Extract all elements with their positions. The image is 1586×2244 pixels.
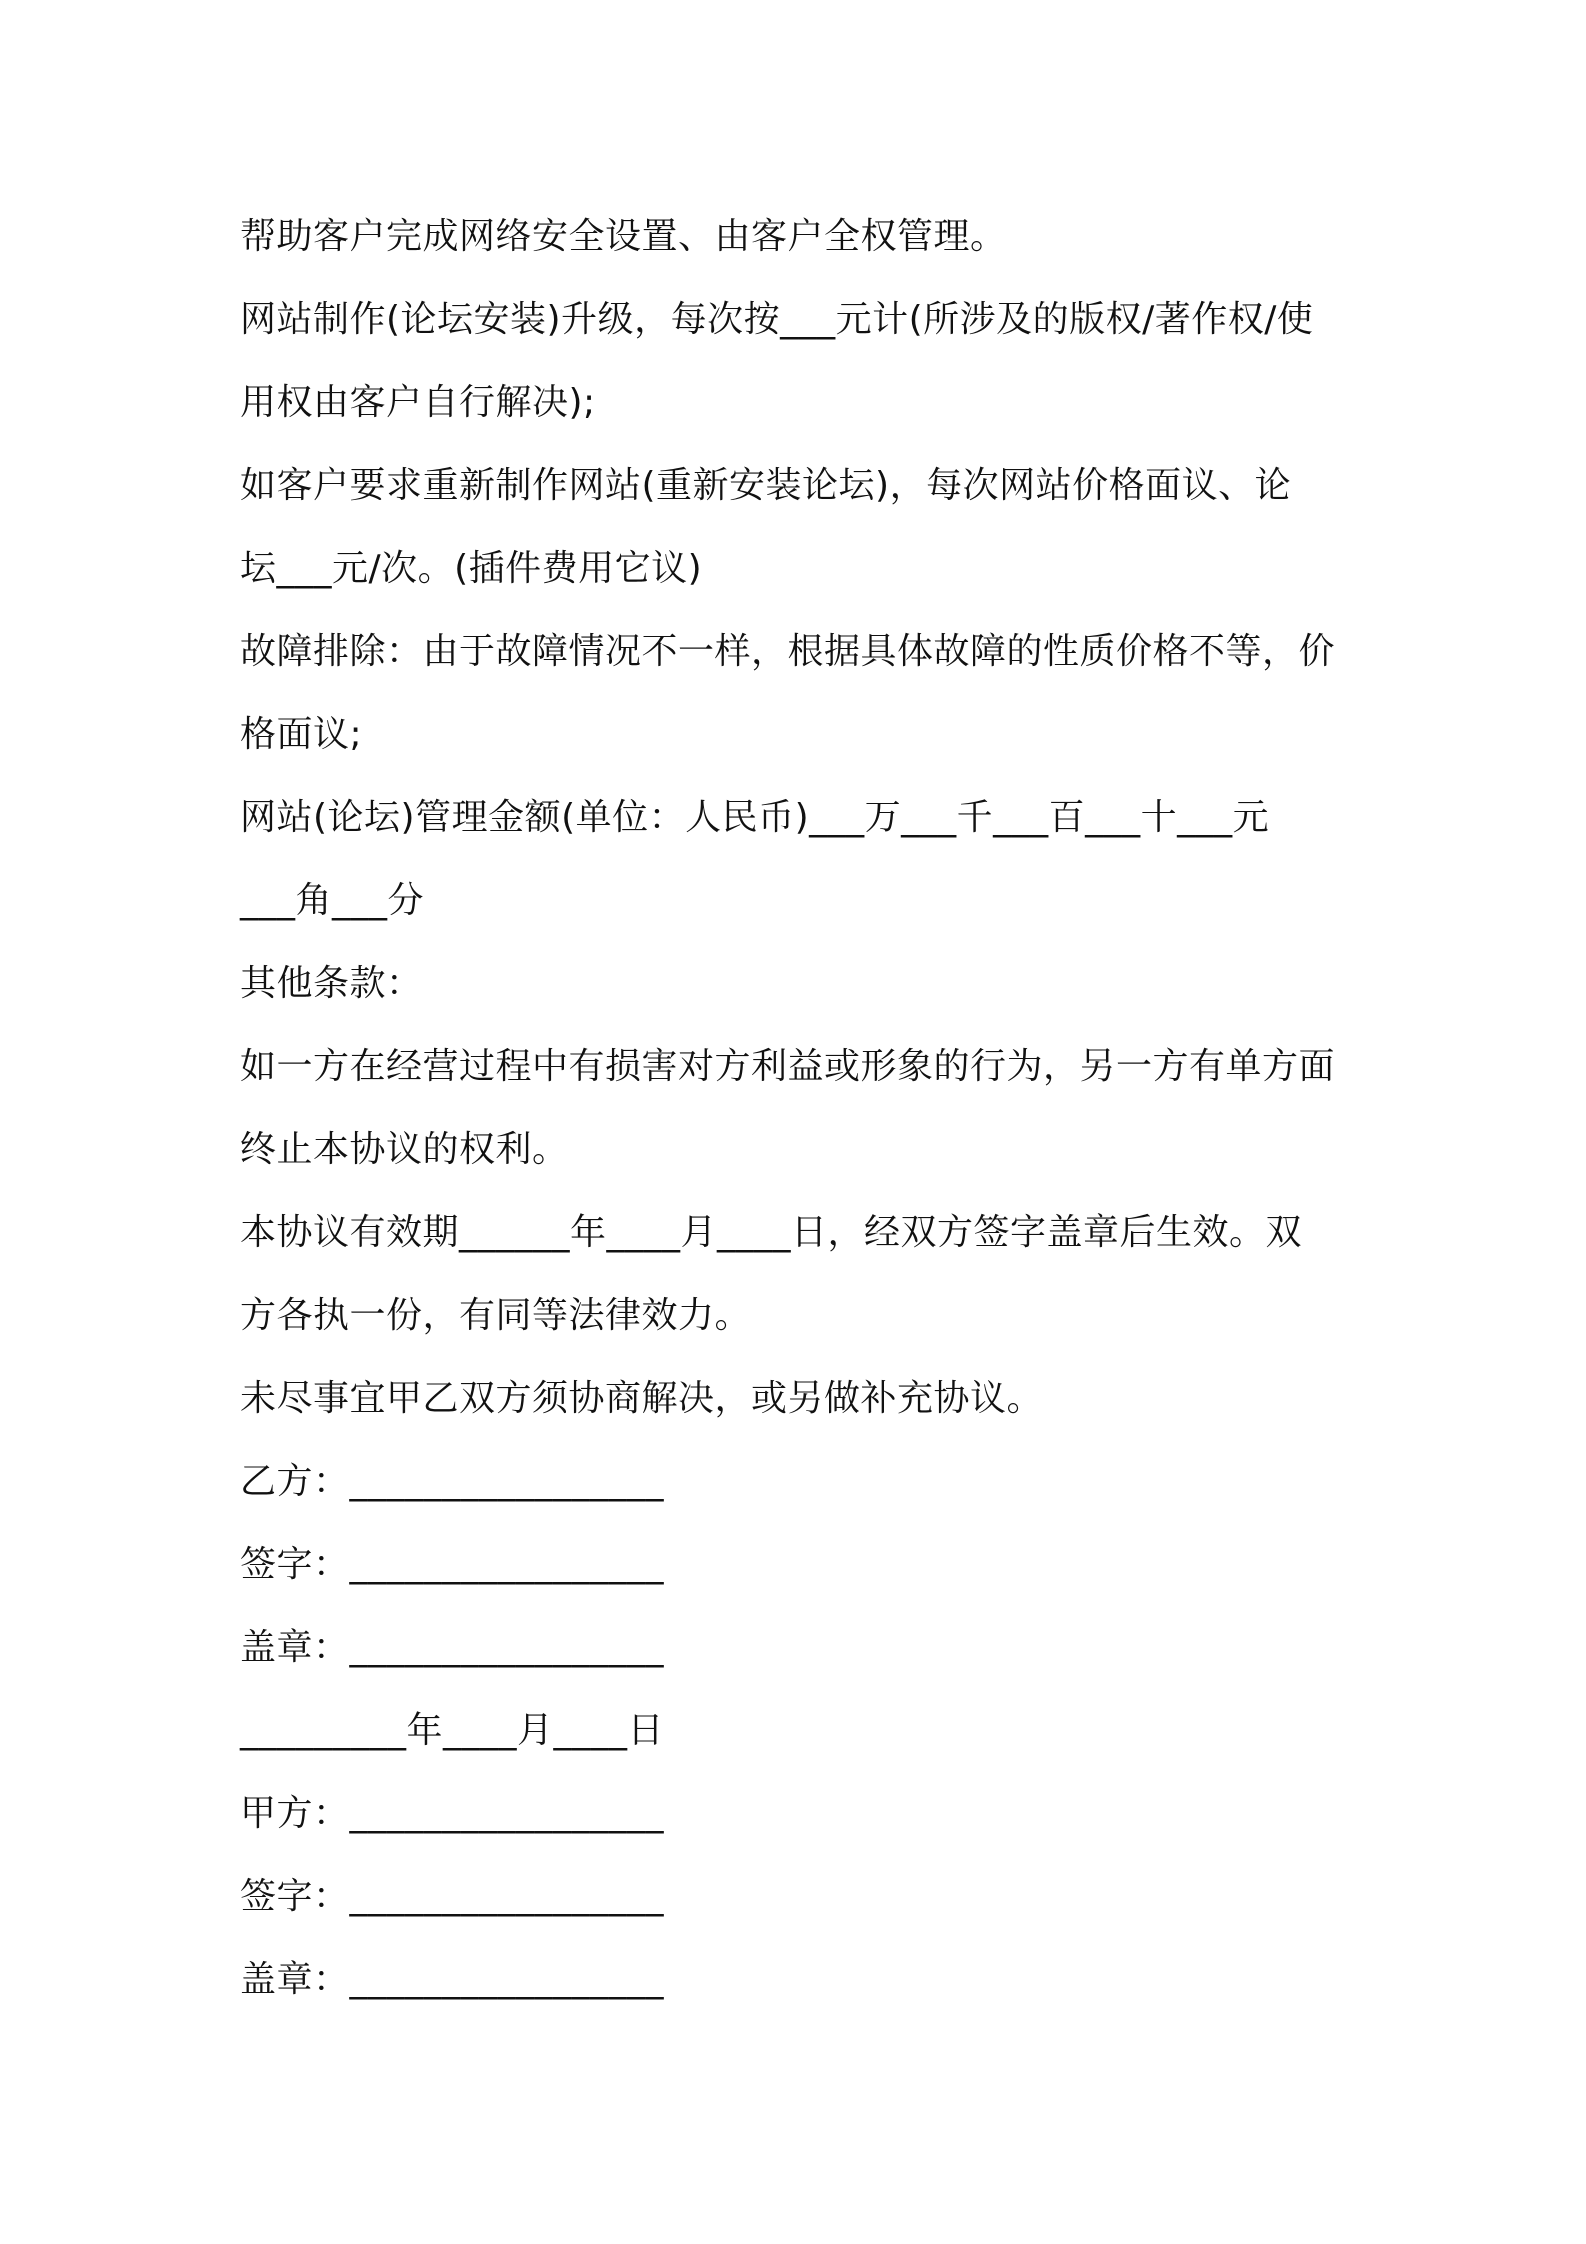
text-line: 故障排除：由于故障情况不一样，根据具体故障的性质价格不等，价 xyxy=(240,631,1336,672)
text-line: 终止本协议的权利。 xyxy=(240,1129,569,1170)
text-line: 网站制作(论坛安装)升级，每次按___元计(所涉及的版权/著作权/使 xyxy=(240,299,1314,340)
text-line: 本协议有效期______年____月____日，经双方签字盖章后生效。双 xyxy=(240,1212,1303,1253)
party-a-seal-field: 盖章：_________________ xyxy=(240,1959,665,2000)
text-line: 用权由客户自行解决); xyxy=(240,382,596,423)
section-heading: 其他条款： xyxy=(240,963,423,1004)
text-line: ___角___分 xyxy=(240,880,425,921)
party-b-signature-field: 签字：_________________ xyxy=(240,1544,665,1585)
party-b-seal-field: 盖章：_________________ xyxy=(240,1627,665,1668)
text-line: 如一方在经营过程中有损害对方利益或形象的行为，另一方有单方面 xyxy=(240,1046,1336,1087)
text-line: 坛___元/次。(插件费用它议) xyxy=(240,548,703,589)
date-field: _________年____月____日 xyxy=(240,1710,664,1751)
party-a-field: 甲方：_________________ xyxy=(240,1793,665,1834)
text-line: 如客户要求重新制作网站(重新安装论坛)，每次网站价格面议、论 xyxy=(240,465,1292,506)
text-line: 方各执一份，有同等法律效力。 xyxy=(240,1295,752,1336)
text-line: 未尽事宜甲乙双方须协商解决，或另做补充协议。 xyxy=(240,1378,1044,1419)
party-b-field: 乙方：_________________ xyxy=(240,1461,665,1502)
document-body xyxy=(240,195,1370,2021)
text-line: 格面议; xyxy=(240,714,363,755)
text-line: 网站(论坛)管理金额(单位：人民币)___万___千___百___十___元 xyxy=(240,797,1270,838)
party-a-signature-field: 签字：_________________ xyxy=(240,1876,665,1917)
text-line: 帮助客户完成网络安全设置、由客户全权管理。 xyxy=(240,216,1007,257)
